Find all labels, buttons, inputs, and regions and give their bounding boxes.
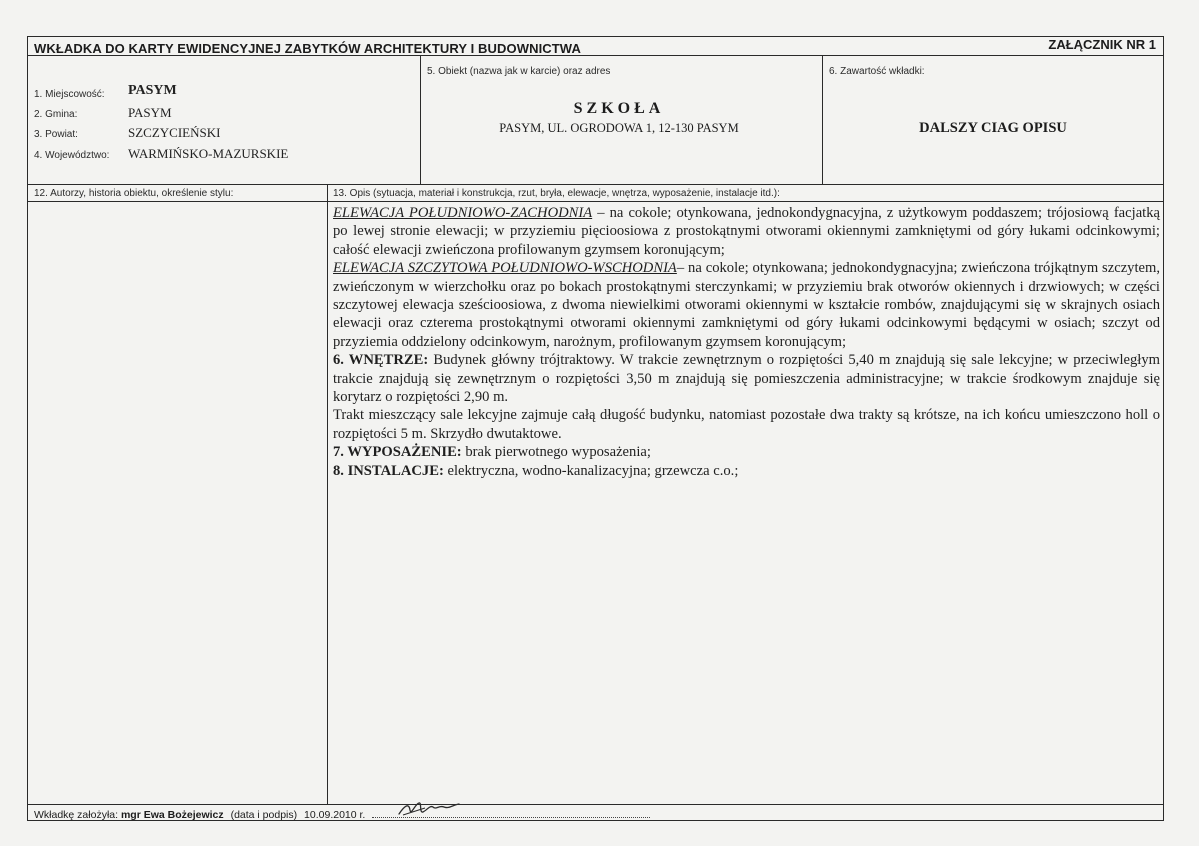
authors-label: 12. Autorzy, historia obiektu, określenie stylu: [34,188,234,199]
elevation-se-text: – na cokole; otynkowana; jednokondygnacyjna; zwieńczona trójkątnym szczytem, zwieńczonym w wierzchołku oraz po bokach prostokątnymi sterczynkami; w przyziemiu brak otworów okiennych i drzwiowych; w części szczytowej elewacja sześcioosiowa, z dwoma niewielkimi otworami okiennymi w kształcie rombów, znajdującymi się w skrajnych osiach elewacji oraz czterema prostokątnymi otworami okiennymi zamkniętymi od góry łukami odcinkowymi będącymi w osiach; szczyt od przyziemia oddzielony odcinkowym, narożnym, profilowanym gzymsem koronującym; [333,260,1160,350]
divider-authors-description [327,184,328,804]
interior-paragraph [333,351,1160,406]
object-name: SZKOŁA [573,100,665,117]
handwritten-signature [395,799,465,819]
record-card [27,36,1164,821]
description-text [333,204,1160,480]
powiat-label: 3. Powiat: [34,129,78,140]
contents-value: DALSZY CIAG OPISU [919,120,1067,136]
footer-divider [28,804,1163,805]
elevation-sw-text: – na cokole; otynkowana, jednokondygnacyjna, z użytkowym poddaszem; trójosiową facjatką po lewej stronie elewacji; w przyziemiu pięcioosiowa z prostokątnymi otworami okiennymi zamkniętymi od góry łukami odcinkowymi; całość elewacji zwieńczona profilowanym gzymsem koronującym; [333,205,1160,258]
elevation-se-paragraph [333,259,1160,351]
wojewodztwo-label: 4. Województwo: [34,150,110,161]
section-divider [28,184,1163,185]
footer-line [34,808,650,821]
document-title: WKŁADKA DO KARTY EWIDENCYJNEJ ZABYTKÓW ARCHITEKTURY I BUDOWNICTWA [34,41,581,56]
contents-label: 6. Zawartość wkładki: [829,66,925,77]
footer-sign-note: (data i podpis) [230,809,298,821]
equipment-heading: 7. WYPOSAŻENIE: [333,444,462,461]
elevation-sw-paragraph [333,204,1160,259]
installations-heading: 8. INSTALACJE: [333,462,444,479]
wojewodztwo-value: WARMIŃSKO-MAZURSKIE [128,146,289,161]
equipment-text: brak pierwotnego wyposażenia; [461,444,651,461]
description-label: 13. Opis (sytuacja, materiał i konstrukcja, rzut, bryła, elewacje, wnętrza, wyposażenie, instalacje itd.): [333,188,780,199]
tract-paragraph: Trakt mieszczący sale lekcyjne zajmuje całą długość budynku, natomiast pozostałe dwa trakty są krótsze, na ich końcu umieszczono holl o rozpiętości 5 m. Skrzydło dwutaktowe. [333,407,1160,442]
labels-divider [28,201,1163,202]
installations-paragraph [333,462,1160,480]
equipment-paragraph [333,443,1160,461]
footer-prefix: Wkładkę założyła: [34,809,119,821]
installations-text: elektryczna, wodno-kanalizacyjna; grzewcza c.o.; [443,462,739,479]
contents-cell [823,55,1163,184]
footer-date: 10.09.2010 r. [304,809,366,821]
interior-text: Budynek główny trójtraktowy. W trakcie zewnętrznym o rozpiętości 5,40 m znajdują się sale lekcyjne; w przeciwległym trakcie znajdują się zewnętrznym o rozpiętości 3,50 m znajdują się pomieszczenia administracyjne; w trakcie środkowym znajduje się korytarz o rozpiętości 2,90 m. [333,352,1160,406]
gmina-label: 2. Gmina: [34,109,78,120]
miejscowosc-label: 1. Miejscowość: [34,89,105,100]
miejscowosc-value: PASYM [128,83,177,98]
interior-heading: 6. WNĘTRZE: [333,352,429,369]
object-cell [421,55,822,184]
powiat-value: SZCZYCIEŃSKI [128,125,221,140]
elevation-sw-heading: ELEWACJA POŁUDNIOWO-ZACHODNIA [333,205,593,221]
object-label: 5. Obiekt (nazwa jak w karcie) oraz adres [427,66,611,77]
footer-author: mgr Ewa Bożejewicz [120,809,224,821]
elevation-se-heading: ELEWACJA SZCZYTOWA POŁUDNIOWO-WSCHODNIA [333,260,677,277]
annex-number: ZAŁĄCZNIK NR 1 [1048,37,1156,52]
gmina-value: PASYM [128,105,172,120]
object-address: PASYM, UL. OGRODOWA 1, 12-130 PASYM [499,121,739,135]
